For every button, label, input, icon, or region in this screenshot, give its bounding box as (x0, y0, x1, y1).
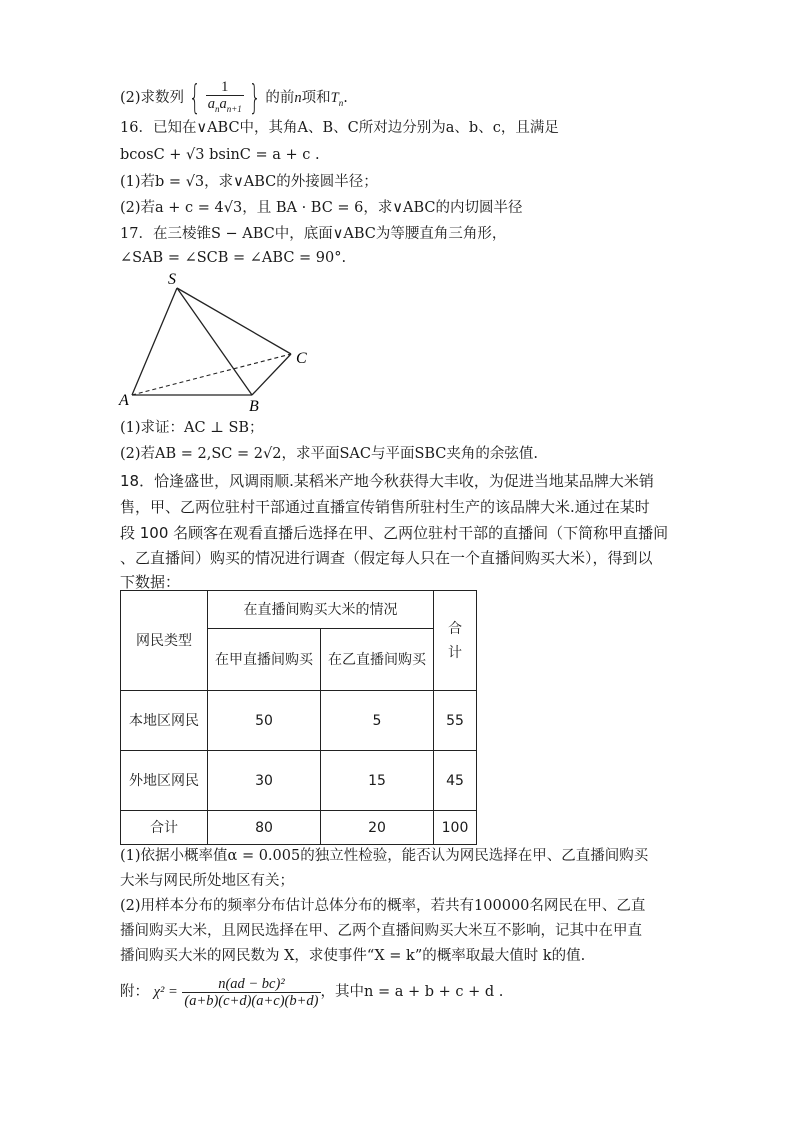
q17-condition: ∠SAB = ∠SCB = ∠ABC = 90°. (120, 250, 347, 266)
q18-part1-line2: 大米与网民所处地区有关； (120, 873, 294, 889)
q16-condition: bcosC + √3 bsinC = a + c . (120, 147, 320, 163)
header-jia: 在甲直播间购买 (208, 629, 321, 691)
edge-sa (132, 288, 177, 395)
chi-square-formula: 附： χ² = $\frac{\text{n(ad − bc)²}}{(a+b)(c+d)(a+c)(b+d)}$ ，其中n = a + b + c + d . (120, 975, 504, 1009)
q16-part2: (2)若a + c = 4√3，且 BA · BC = 6，求∨ABC的内切圆半径 (120, 200, 523, 216)
label-a: A (119, 392, 129, 409)
header-type: 网民类型 (121, 591, 208, 691)
q17-intro: 17．在三棱锥S − ABC中，底面∨ABC为等腰直角三角形， (120, 226, 507, 242)
q17-part2: (2)若AB = 2,SC = 2√2，求平面SAC与平面SBC夹角的余弦值. (120, 446, 539, 462)
table-row (121, 811, 477, 845)
cell-total: 45 (434, 751, 477, 811)
fraction: $\frac{1}{a_na_{n+1}}$ (207, 79, 242, 114)
q18-line5: 下数据： (120, 573, 181, 591)
edge-bc (252, 354, 291, 395)
cell-total: 100 (434, 811, 477, 845)
q18-line1: 18．恰逢盛世，风调雨顺.某稻米产地今秋获得大丰收，为促进当地某品牌大米销 (120, 472, 654, 490)
row-label: 本地区网民 (121, 691, 208, 751)
cell-yi: 20 (321, 811, 434, 845)
q16-part1: (1)若b = √3，求∨ABC的外接圆半径； (120, 174, 378, 190)
cell-jia: 30 (208, 751, 321, 811)
label-b: B (249, 398, 259, 415)
formula-fraction: $\frac{\text{n(ad − bc)²}}{(a+b)(c+d)(a+c)(b+d)}$ (184, 975, 319, 1009)
cell-total: 55 (434, 691, 477, 751)
q18-part2-line3: 播间购买大米的网民数为 X，求使事件“X = k”的概率取最大值时 k的值. (120, 948, 586, 964)
label-s: S (168, 271, 176, 288)
header-yi: 在乙直播间购买 (321, 629, 434, 691)
edge-sc (177, 288, 291, 354)
cell-jia: 50 (208, 691, 321, 751)
tetrahedron-figure (115, 270, 325, 415)
q18-part2-line2: 播间购买大米，且网民选择在甲、乙两个直播间购买大米互不影响，记其中在甲直 (120, 923, 642, 939)
table-row (121, 751, 477, 811)
header-total: 合计 (434, 591, 477, 691)
cell-yi: 15 (321, 751, 434, 811)
edge-sb (177, 288, 252, 395)
label-c: C (296, 350, 307, 367)
row-label: 合计 (121, 811, 208, 845)
header-group: 在直播间购买大米的情况 (208, 591, 434, 629)
right-brace: } (248, 78, 261, 118)
survey-table (120, 590, 477, 845)
q18-part1-line1: (1)依据小概率值α = 0.005的独立性检验，能否认为网民选择在甲、乙直播间购买 (120, 848, 649, 864)
q18-line3: 段 100 名顾客在观看直播后选择在甲、乙两位驻村干部的直播间（下简称甲直播间 (120, 524, 669, 542)
left-brace: { (188, 78, 201, 118)
table-row (121, 691, 477, 751)
cell-jia: 80 (208, 811, 321, 845)
q18-line2: 售，甲、乙两位驻村干部通过直播宣传销售所驻村生产的该品牌大米.通过在某时 (120, 498, 650, 516)
q17-part1: (1)求证：AC ⊥ SB； (120, 420, 264, 436)
edge-ac-hidden (132, 354, 291, 395)
row-label: 外地区网民 (121, 751, 208, 811)
q16-intro: 16．已知在∨ABC中，其角A、B、C所对边分别为a、b、c，且满足 (120, 120, 559, 136)
q18-part2-line1: (2)用样本分布的频率分布估计总体分布的概率，若共有100000名网民在甲、乙直 (120, 898, 646, 914)
q18-line4: 、乙直播间）购买的情况进行调查（假定每人只在一个直播间购买大米），得到以 (120, 549, 653, 567)
cell-yi: 5 (321, 691, 434, 751)
q15-part2: (2)求数列 { $\frac{1}{a_na_{n+1}}$ } 的前n项和$T_n$. (120, 78, 348, 118)
